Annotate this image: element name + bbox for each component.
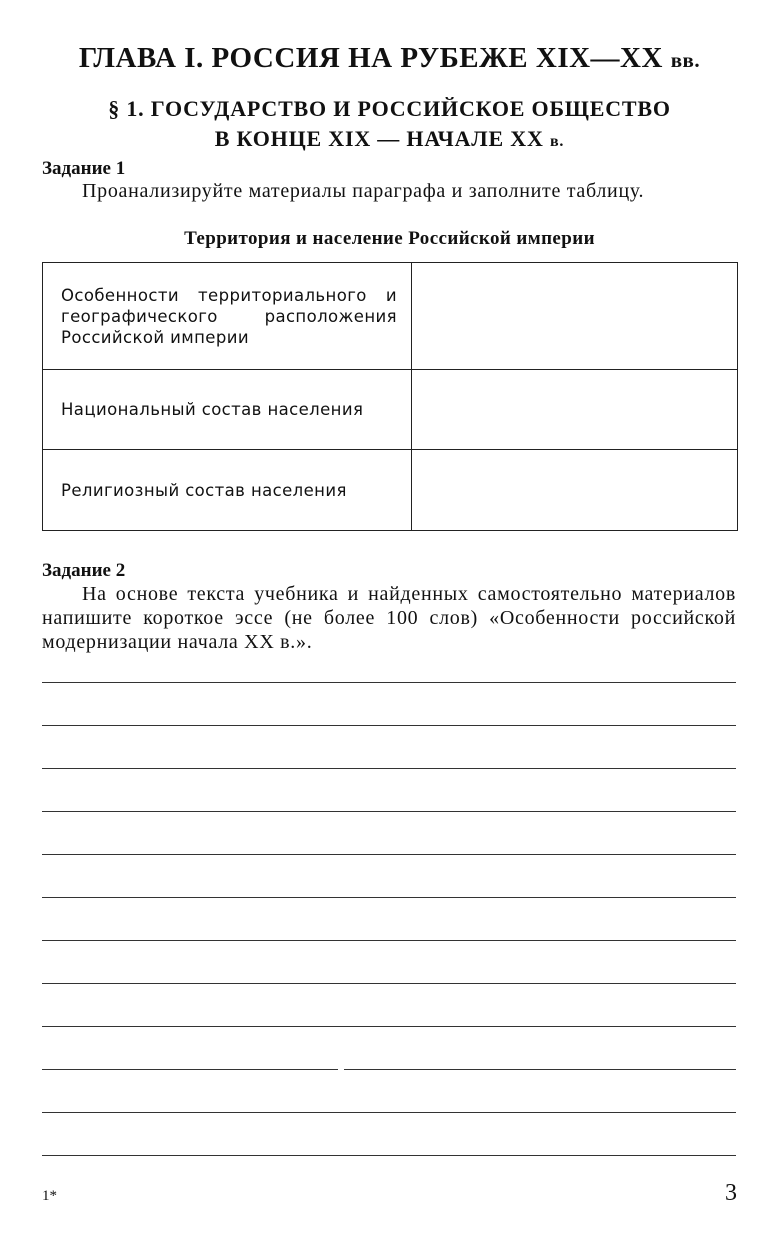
section-title-line1: § 1. ГОСУДАРСТВО И РОССИЙСКОЕ ОБЩЕСТВО	[108, 96, 671, 121]
table-title: Территория и население Российской империи	[184, 228, 595, 249]
task2-heading: Задание 2	[42, 560, 126, 581]
answer-line	[42, 682, 736, 683]
answer-line	[42, 983, 736, 984]
answer-line	[42, 725, 736, 726]
page-number: 3	[725, 1180, 737, 1206]
answer-line	[42, 940, 736, 941]
row-label-religion: Религиозный состав населения	[43, 450, 412, 531]
answer-line	[344, 1069, 736, 1070]
table-row	[43, 263, 738, 370]
answer-cell-nationality[interactable]	[412, 370, 738, 450]
chapter-title-suffix: вв.	[670, 48, 701, 72]
row-label-territory: Особенности территориального и географического расположения Российской империи	[43, 263, 412, 370]
table-row	[43, 370, 738, 450]
chapter-title-main: ГЛАВА I. РОССИЯ НА РУБЕЖЕ XIX—XX	[78, 42, 663, 74]
answer-line	[42, 1155, 736, 1156]
row-label-nationality: Национальный состав населения	[43, 370, 412, 450]
answer-line	[42, 854, 736, 855]
answer-cell-religion[interactable]	[412, 450, 738, 531]
task2-text	[42, 582, 736, 654]
task1-heading: Задание 1	[42, 158, 126, 179]
answer-line	[42, 811, 736, 812]
section-title-line2	[0, 124, 779, 157]
answer-line	[42, 1026, 736, 1027]
table-row	[43, 450, 738, 531]
task1-text	[42, 179, 736, 203]
answer-cell-territory[interactable]	[412, 263, 738, 370]
task1-paragraph: Проанализируйте материалы параграфа и заполните таблицу.	[82, 180, 645, 202]
task2-paragraph: На основе текста учебника и найденных самостоятельно материалов напишите короткое эссе (не более 100 слов) «Особенности российской модернизации начала XX в.».	[42, 583, 736, 653]
chapter-title	[0, 42, 779, 75]
answer-line	[42, 897, 736, 898]
section-title-line2-suffix: в.	[549, 133, 565, 150]
answer-line	[42, 768, 736, 769]
signature-mark: 1*	[42, 1188, 57, 1204]
answer-line	[42, 1112, 736, 1113]
territory-population-table	[42, 262, 738, 531]
section-title-line2-main: В КОНЦЕ XIX — НАЧАЛЕ XX	[214, 126, 544, 151]
section-title	[0, 94, 779, 157]
answer-line	[42, 1069, 338, 1070]
